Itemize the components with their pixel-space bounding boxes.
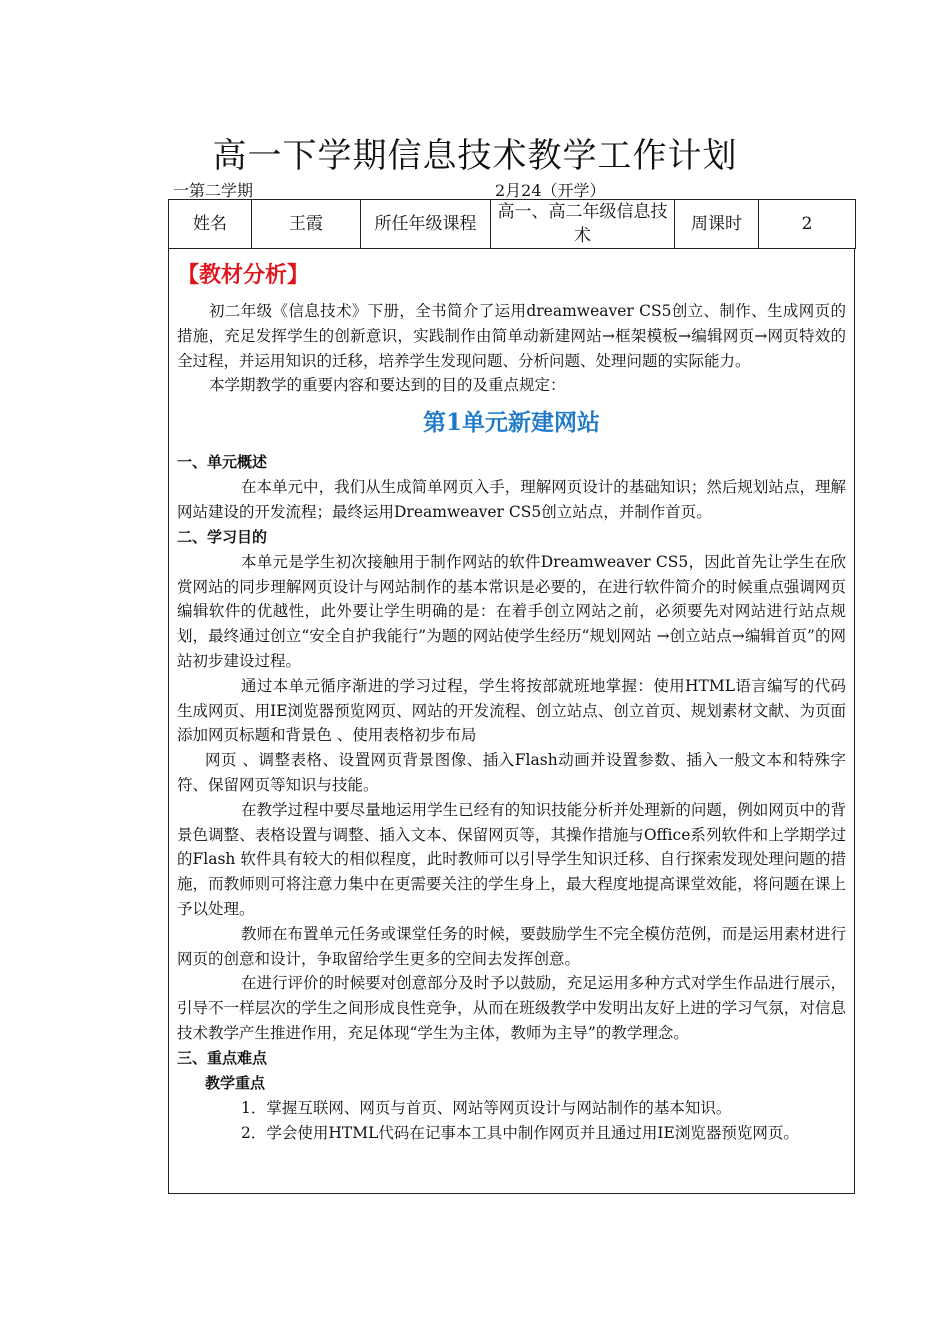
section-heading: 二、学习目的 — [177, 527, 268, 546]
term-label: 一第二学期 — [173, 181, 254, 200]
grade-course-value: 高一、高二年级信息技术 — [491, 200, 675, 249]
section-paragraph: 本单元是学生初次接触用于制作网站的软件Dreamweaver CS5，因此首先让学生在欣赏网站的同步理解网页设计与网站制作的基本常识是必要的，在进行软件简介的时候重点强调网页编辑软件的优越性，此外要让学生明确的是：在着手创立网站之前，必须要先对网站进行站点规划，最终通过创立“安全自护我能行”为题的网站使学生经历“规划网站 →创立站点→编辑首页”的网站初步建设过程。 — [177, 552, 846, 670]
start-date: 2月24（开学） — [495, 181, 606, 200]
weekly-hours-value: 2 — [759, 200, 856, 249]
subsection-heading: 教学重点 — [205, 1073, 266, 1092]
section-paragraph: 在进行评价的时候要对创意部分及时予以鼓励，充足运用多种方式对学生作品进行展示，引导不一样层次的学生之间形成良性竞争，从而在班级教学中发明出友好上进的学习气氛，对信息技术教学产生推进作用，充足体现“学生为主体，教师为主导”的教学理念。 — [177, 974, 846, 1042]
section-paragraph: 通过本单元循序渐进的学习过程，学生将按部就班地掌握：使用HTML语言编写的代码生成网页、用IE浏览器预览网页、网站的开发流程、创立站点、创立首页、规划素材文献、为页面添加网页标题和背景色 、使用表格初步布局 — [177, 676, 846, 745]
grade-course-label: 所任年级课程 — [361, 200, 491, 249]
list-item: 1．掌握互联网、网页与首页、网站等网页设计与网站制作的基本知识。 — [241, 1098, 732, 1117]
table-row — [169, 200, 856, 249]
section-paragraph: 在本单元中，我们从生成简单网页入手，理解网页设计的基础知识；然后规划站点，理解网站建设的开发流程；最终运用Dreamweaver CS5创立站点，并制作首页。 — [177, 478, 846, 521]
weekly-hours-label: 周课时 — [675, 200, 759, 249]
document-title: 高一下学期信息技术教学工作计划 — [212, 136, 738, 176]
section-paragraph: 教师在布置单元任务或课堂任务的时候，要鼓励学生不完全模仿范例，而是运用素材进行网页的创意和设计，争取留给学生更多的空间去发挥创意。 — [177, 924, 846, 968]
analysis-paragraph: 本学期教学的重要内容和要达到的目的及重点规定： — [209, 376, 566, 395]
section-paragraph: 网页 、调整表格、设置网页背景图像、插入Flash动画并设置参数、插入一般文本和特殊字符、保留网页等知识与技能。 — [177, 751, 846, 794]
section-paragraph: 在教学过程中要尽量地运用学生已经有的知识技能分析并处理新的问题，例如网页中的背景色调整、表格设置与调整、插入文本、保留网页等，其操作措施与Office系列软件和上学期学过的Flash 软件具有较大的相似程度，此时教师可以引导学生知识迁移、自行探索发现处理问题的措施，而教师则可将注意力集中在更需要关注的学生身上，最大程度地提高课堂效能，将问题在课上予以处理。 — [177, 800, 846, 918]
analysis-heading: 【教材分析】 — [177, 263, 310, 288]
name-value: 王霞 — [252, 200, 361, 249]
unit-title: 第1单元新建网站 — [422, 409, 600, 437]
list-item: 2．学会使用HTML代码在记事本工具中制作网页并且通过用IE浏览器预览网页。 — [241, 1123, 799, 1142]
analysis-box — [168, 249, 855, 1194]
analysis-paragraph: 初二年级《信息技术》下册，全书简介了运用dreamweaver CS5创立、制作、生成网页的措施，充足发挥学生的创新意识，实践制作由简单动新建网站→框架模板→编辑网页→网页特效的全过程，并运用知识的迁移，培养学生发现问题、分析问题、处理问题的实际能力。 — [177, 302, 846, 370]
name-label: 姓名 — [169, 200, 252, 249]
section-heading: 一、单元概述 — [177, 453, 268, 472]
section-heading: 三、重点难点 — [177, 1048, 268, 1067]
teacher-info-table — [168, 199, 856, 249]
